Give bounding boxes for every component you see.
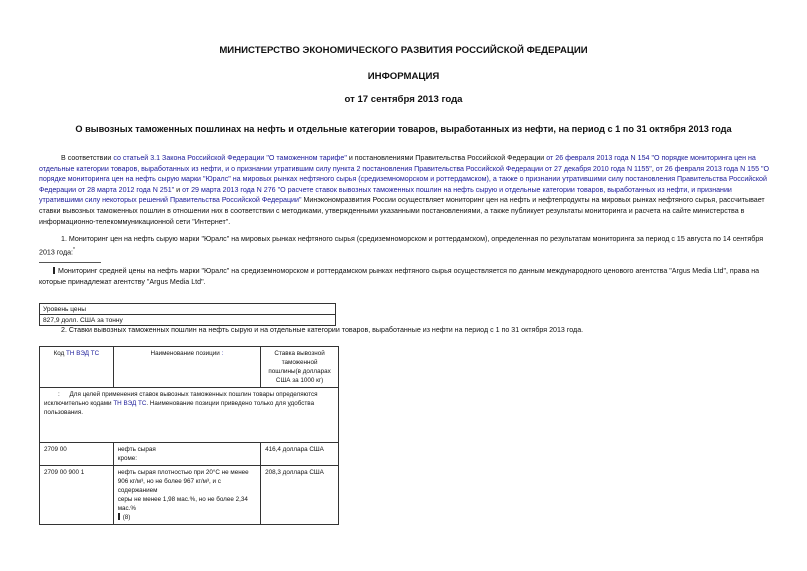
footnote-text: Мониторинг средней цены на нефть марки "Юралс" на средиземноморском и роттердамском рынках нефтяного сырья осуществляется по данным международного ценового агентства "Argus Media Ltd", права на которые принадлежат агентству "Argus Media Ltd". (39, 267, 760, 286)
row-code: 2709 00 (40, 443, 114, 466)
price-table (39, 303, 336, 326)
footnote-ref[interactable]: * (73, 246, 75, 253)
footnote-marker-icon (53, 267, 55, 274)
duty-table-header-row (40, 347, 339, 388)
item-2-paragraph (39, 325, 774, 336)
table-row (40, 466, 339, 525)
note-marker-icon (118, 513, 120, 520)
duty-table-note: : Для целей применения ставок вывозных таможенных пошлин товары определяются исключительно кодами ТН ВЭД ТС. Наименование позиции приведено только для удобства пользования. (40, 388, 339, 443)
tn-ved-link[interactable]: ТН ВЭД ТС (66, 350, 100, 357)
row-name: нефть сырая плотностью при 20°С не менее 906 кг/м³, но не более 967 кг/м³, и с содержанием серы не менее 1,98 мас.%, но не более 2,34 мас.% (8) (113, 466, 260, 525)
intro-text-4: и (174, 185, 183, 194)
row-rate: 208,3 доллара США (261, 466, 339, 525)
row-code: 2709 00 900 1 (40, 466, 114, 525)
intro-text-3: , (651, 164, 656, 173)
ministry-heading: МИНИСТЕРСТВО ЭКОНОМИЧЕСКОГО РАЗВИТИЯ РОССИЙСКОЙ ФЕДЕРАЦИИ (219, 45, 588, 56)
price-table-header: Уровень цены (40, 304, 336, 315)
footnote-paragraph (39, 266, 774, 287)
duty-table (39, 346, 339, 525)
col-name-header: Наименование позиции : (113, 347, 260, 388)
resolution-276-link[interactable]: от 29 марта 2013 года N 276 "О расчете ставок вывозных таможенных пошлин на нефть сырую и отдельные категории товаров, выработанных из нефти, и признании утратившими силу некоторых решений Правительства Российской Федерации" (39, 185, 732, 205)
note-tn-ved-link[interactable]: ТН ВЭД ТС (113, 400, 147, 407)
note-ref[interactable]: : (221, 350, 224, 357)
document-title: О вывозных таможенных пошлинах на нефть и отдельные категории товаров, выработанных из нефти, на период с 1 по 31 октября 2013 года (75, 124, 732, 134)
intro-text-5: Минэкономразвития России осуществляет мониторинг цен на нефть и нефтепродукты на мировых рынках нефтяного сырья, рассчитывает ставки вывозных таможенных пошлин в отношении них в соответствии с методиками, утвержденными указанными постановлениями, а также публикует результаты мониторинга и расчета на сайте министерства в информационно-телекоммуникационной сети "Интернет". (39, 196, 765, 226)
resolution-154-link[interactable]: от 26 февраля 2013 года N 154 "О порядке мониторинга цен на отдельные категории товаров, выработанных из нефти, и о признании утратившим силу пункта 2 постановления Правительства Российской Федерации от 27 декабря 2010 года N 1155" (39, 154, 756, 173)
footnote-divider (39, 262, 101, 263)
resolution-155-link[interactable]: от 26 февраля 2013 года N 155 "О порядке мониторинга цен на нефть сырую марки "Юралс" на мировых рынках нефтяного сырья (средиземноморском и роттердамском), а также о признании утратившими силу постановления Правительства Российской Федерации от 28 марта 2012 года N 251" (39, 164, 770, 194)
document-date: от 17 сентября 2013 года (344, 94, 463, 105)
intro-text-1: В соответствии (61, 154, 114, 162)
row-name: нефть сырая кроме: (113, 443, 260, 466)
document-type: ИНФОРМАЦИЯ (367, 71, 440, 82)
col-rate-header: Ставка вывозной таможенной пошлины(в долларах США за 1000 кг) (261, 347, 339, 388)
intro-text-2: и постановлениями Правительства Российской Федерации (346, 154, 547, 162)
row-rate: 416,4 доллара США (261, 443, 339, 466)
item-1-text: 1. Мониторинг цен на нефть сырую марки "Юралс" на мировых рынках нефтяного сырья (средиземноморском и роттердамском), определенная по результатам мониторинга за период с 15 августа по 14 сентября 2013 года: (39, 235, 764, 256)
item-1-paragraph (39, 234, 774, 258)
item-2-text: 2. Ставки вывозных таможенных пошлин на нефть сырую и на отдельные категории товаров, выработанные из нефти на период с 1 по 31 октября 2013 года. (61, 326, 584, 334)
price-table-value: 827,9 долл. США за тонну (40, 315, 336, 326)
col-code-header: Код ТН ВЭД ТС (40, 347, 114, 388)
law-link[interactable]: со статьей 3.1 Закона Российской Федерации "О таможенном тарифе" (113, 154, 347, 162)
intro-paragraph (39, 153, 774, 227)
table-row (40, 443, 339, 466)
duty-table-note-row (40, 388, 339, 443)
